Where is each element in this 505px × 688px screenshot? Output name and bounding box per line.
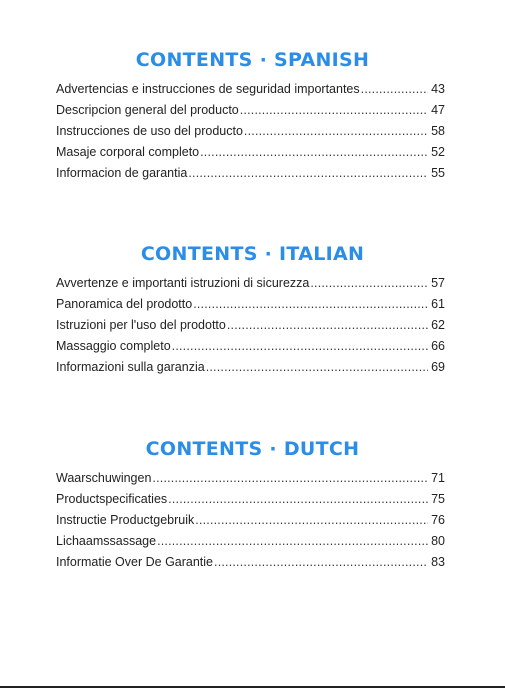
- dot-leader: [214, 552, 428, 573]
- toc-list: [56, 273, 445, 378]
- toc-entry-label: Istruzioni per l'uso del prodotto: [56, 318, 226, 332]
- toc-entry-label: Masaje corporal completo: [56, 145, 200, 159]
- toc-entry-label: Informazioni sulla garanzia: [56, 360, 205, 374]
- toc-entry-page: 52: [431, 145, 445, 159]
- dot-leader: [195, 510, 428, 531]
- section-title: CONTENTS · SPANISH: [135, 49, 370, 71]
- toc-entry[interactable]: [56, 142, 445, 163]
- toc-entry[interactable]: [56, 163, 445, 184]
- toc-entry[interactable]: [56, 468, 445, 489]
- toc-entry-page: 66: [431, 339, 445, 353]
- dot-leader: [172, 336, 428, 357]
- toc-entry[interactable]: [56, 294, 445, 315]
- dot-leader: [152, 468, 428, 489]
- toc-entry-label: Massaggio completo: [56, 339, 171, 353]
- section-title: CONTENTS · DUTCH: [145, 438, 360, 460]
- dot-leader: [361, 79, 428, 100]
- toc-entry-page: 80: [431, 534, 445, 548]
- toc-entry[interactable]: [56, 357, 445, 378]
- toc-entry-label: Avvertenze e importanti istruzioni di sicurezza: [56, 276, 310, 290]
- toc-entry-page: 61: [431, 297, 445, 311]
- dot-leader: [193, 294, 428, 315]
- toc-entry[interactable]: [56, 121, 445, 142]
- toc-entry-page: 69: [431, 360, 445, 374]
- dot-leader: [227, 315, 428, 336]
- toc-entry-label: Descripcion general del producto: [56, 103, 239, 117]
- toc-section-dutch: [0, 435, 505, 569]
- toc-entry[interactable]: [56, 315, 445, 336]
- toc-entry-page: 58: [431, 124, 445, 138]
- dot-leader: [206, 357, 428, 378]
- dot-leader: [200, 142, 428, 163]
- toc-entry[interactable]: [56, 552, 445, 573]
- section-title: CONTENTS · ITALIAN: [140, 243, 365, 265]
- toc-entry[interactable]: [56, 489, 445, 510]
- dot-leader: [188, 163, 428, 184]
- toc-entry-page: 76: [431, 513, 445, 527]
- toc-entry-label: Panoramica del prodotto: [56, 297, 193, 311]
- toc-entry-label: Waarschuwingen: [56, 471, 152, 485]
- toc-entry[interactable]: [56, 273, 445, 294]
- toc-entry-page: 71: [431, 471, 445, 485]
- dot-leader: [157, 531, 428, 552]
- toc-list: [56, 468, 445, 573]
- toc-entry[interactable]: [56, 79, 445, 100]
- toc-entry-label: Instrucciones de uso del producto: [56, 124, 243, 138]
- toc-entry-label: Advertencias e instrucciones de seguridad importantes: [56, 82, 360, 96]
- toc-entry-label: Informatie Over De Garantie: [56, 555, 214, 569]
- toc-entry[interactable]: [56, 531, 445, 552]
- toc-entry-page: 57: [431, 276, 445, 290]
- toc-entry-page: 43: [431, 82, 445, 96]
- dot-leader: [168, 489, 428, 510]
- toc-entry-label: Lichaamssassage: [56, 534, 157, 548]
- toc-entry-page: 55: [431, 166, 445, 180]
- toc-entry-page: 62: [431, 318, 445, 332]
- toc-section-spanish: [0, 46, 505, 180]
- toc-entry-label: Productspecificaties: [56, 492, 168, 506]
- toc-list: [56, 79, 445, 184]
- toc-entry-page: 83: [431, 555, 445, 569]
- toc-entry[interactable]: [56, 510, 445, 531]
- toc-entry-label: Instructie Productgebruik: [56, 513, 195, 527]
- toc-section-italian: [0, 240, 505, 374]
- toc-entry-page: 75: [431, 492, 445, 506]
- dot-leader: [240, 100, 428, 121]
- toc-entry[interactable]: [56, 336, 445, 357]
- toc-entry-label: Informacion de garantia: [56, 166, 188, 180]
- toc-entry[interactable]: [56, 100, 445, 121]
- toc-entry-page: 47: [431, 103, 445, 117]
- dot-leader: [244, 121, 428, 142]
- dot-leader: [310, 273, 428, 294]
